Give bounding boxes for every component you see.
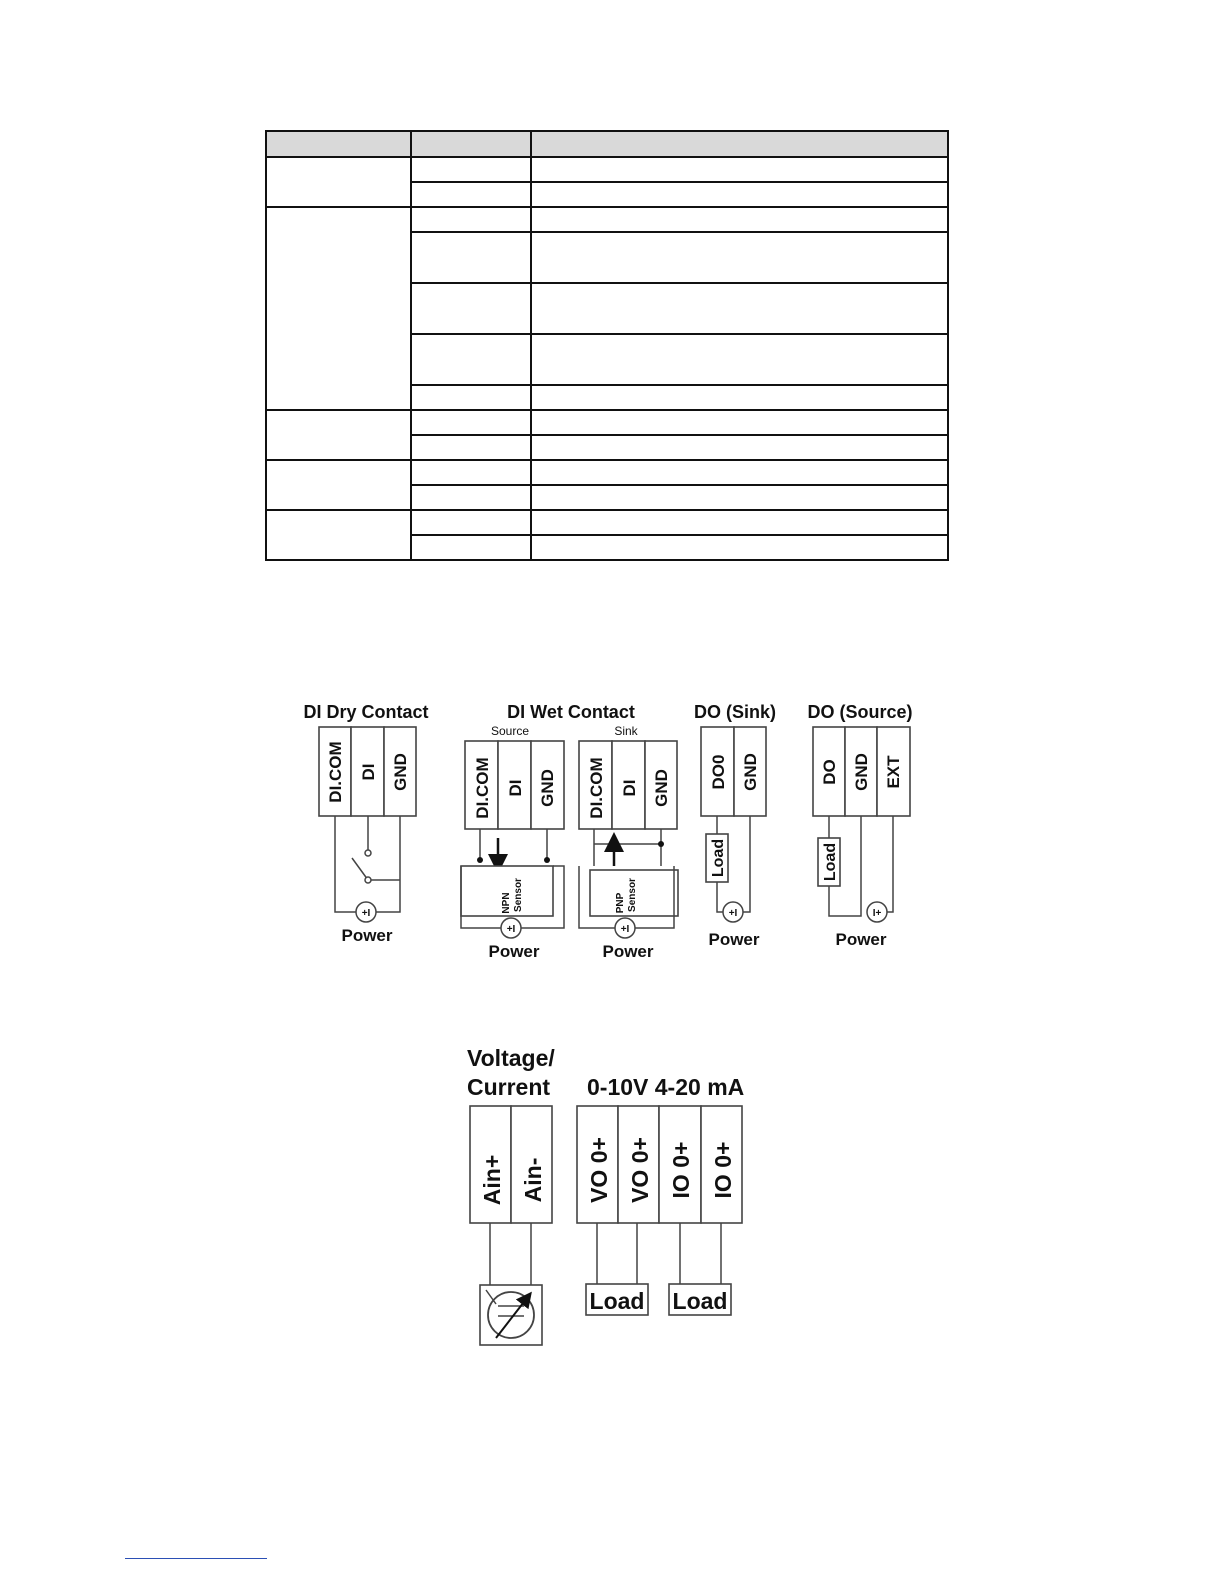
ain-title-2: Current (467, 1074, 551, 1100)
load-label: Load (589, 1288, 645, 1314)
sensor-label: Sensor (513, 878, 524, 912)
terminal-label: DI.COM (473, 757, 492, 819)
wire (490, 1223, 531, 1285)
power-symbol: +I (728, 908, 738, 919)
terminal-label: VO 0+ (586, 1137, 612, 1203)
sink-label: Sink (614, 724, 638, 738)
power-label: Power (602, 942, 654, 961)
load-label: Load (822, 842, 839, 882)
power-symbol: +I (361, 908, 371, 919)
ain-title: Voltage/ (467, 1045, 555, 1071)
terminal-label: DI.COM (326, 741, 345, 803)
terminal-label: IO 0+ (668, 1141, 694, 1199)
di-dry-contact-title: DI Dry Contact (303, 702, 429, 722)
power-symbol: I+ (872, 908, 882, 919)
terminal-label: VO 0+ (627, 1137, 653, 1203)
terminal-label: GND (741, 753, 760, 791)
switch-contact (365, 877, 371, 883)
terminal-label: Ain- (520, 1157, 546, 1203)
switch-contact (365, 850, 371, 856)
load-label: Load (710, 838, 727, 878)
terminal-label: DO (820, 759, 839, 785)
junction-dot (658, 841, 664, 847)
footnote-rule (125, 1558, 267, 1559)
power-label: Power (835, 930, 887, 949)
terminal-label: DI (359, 763, 378, 781)
power-label: Power (488, 942, 540, 961)
terminal-label: DI.COM (587, 757, 606, 819)
di-wet-contact-title: DI Wet Contact (507, 702, 635, 722)
junction-dot (544, 857, 550, 863)
power-label: Power (341, 926, 393, 945)
sensor-label: NPN (501, 892, 512, 914)
power-symbol: +I (620, 924, 630, 935)
terminal-label: GND (852, 753, 871, 791)
source-label: Source (490, 724, 530, 738)
analog-io-diagram (467, 1045, 744, 1345)
load-label: Load (672, 1288, 728, 1314)
terminal-label: EXT (884, 755, 903, 789)
terminal-label: DO0 (709, 754, 728, 790)
terminal-label: DI (506, 779, 525, 797)
terminal-label: GND (538, 769, 557, 807)
do-source-title: DO (Source) (807, 702, 913, 722)
terminal-label: GND (391, 753, 410, 791)
junction-dot (477, 857, 483, 863)
do-sink-title: DO (Sink) (693, 702, 777, 722)
di-wet-contact-diagram (461, 702, 678, 961)
power-symbol: +I (506, 924, 516, 935)
switch-icon (352, 858, 400, 880)
power-label: Power (708, 930, 760, 949)
terminal-label: GND (652, 769, 671, 807)
wire (594, 829, 661, 866)
wire (480, 829, 547, 860)
do-source-diagram (807, 702, 912, 949)
wire (597, 1223, 721, 1284)
di-dry-contact-diagram (303, 702, 428, 945)
sensor-label: Sensor (627, 878, 638, 912)
terminal-label: IO 0+ (710, 1141, 736, 1199)
sensor-label: PNP (615, 892, 626, 914)
terminal-label: Ain+ (479, 1154, 505, 1206)
terminal-label: DI (620, 779, 639, 797)
do-sink-diagram (694, 702, 776, 949)
out-title: 0-10V 4-20 mA (587, 1074, 745, 1100)
